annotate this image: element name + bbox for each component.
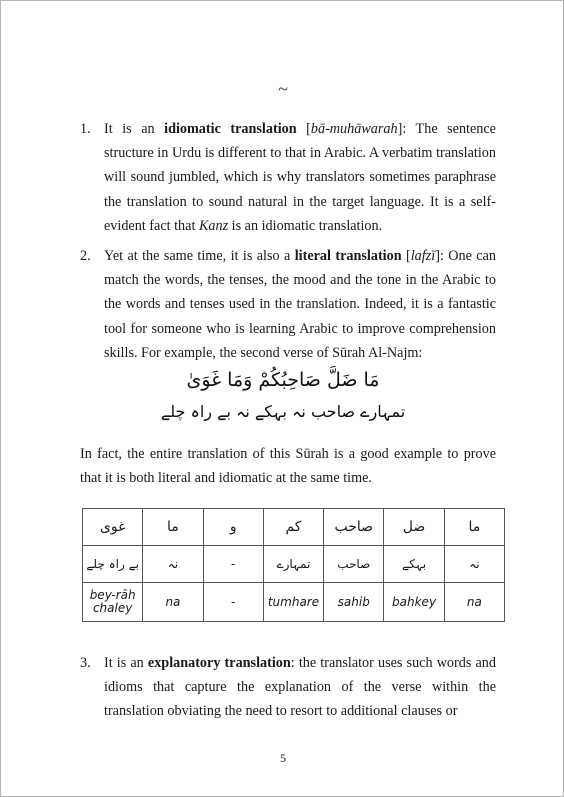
text-segment: ]: The sentence structure in Urdu is different to that in Arabic. A verbatim translation will sound jumbled, which is why translators sometimes paraphrase the translation to sound natural in the target language. It is a self-evident fact that	[104, 121, 496, 234]
list-item-text	[104, 244, 496, 365]
text-segment: ]: One can match the words, the tenses, the mood and the tone in the Arabic to the words and tenses used in the translation. Indeed, it is a fantastic tool for someone who is learning Arabic to improve comprehension skills. For example, the second verse of Sūrah Al-Najm:	[104, 248, 496, 361]
paragraph-text: In fact, the entire translation of this Sūrah is a good example to prove that it is both literal and idiomatic at the same time.	[80, 446, 496, 487]
list-number: 2.	[80, 248, 91, 264]
table-cell: كم	[263, 509, 323, 546]
table-row-arabic	[83, 509, 505, 546]
page-number: 5	[280, 751, 286, 765]
term-transliteration: lafzī	[410, 248, 436, 264]
table-row-urdu	[83, 546, 505, 583]
table-cell: -	[203, 583, 263, 622]
table-cell: صاحب	[324, 546, 384, 583]
table-cell: ضل	[384, 509, 444, 546]
table-cell: sahib	[324, 583, 384, 622]
urdu-verse-translation: تمہارے صاحب نہ بہکے نہ بے راہ چلے	[160, 402, 406, 421]
table-cell: نہ	[143, 546, 203, 583]
list-item-1	[80, 117, 496, 238]
table-cell: ما	[143, 509, 203, 546]
word-comparison-table	[82, 508, 505, 622]
text-segment: : the translator uses such words and idioms that capture the explanation of the verse within the translation obviating the need to resort to additional clauses or	[104, 655, 496, 720]
term-literal-translation: literal translation	[294, 248, 402, 264]
table-cell: -	[203, 546, 263, 583]
table-row-transliteration	[83, 583, 505, 622]
list-number: 3.	[80, 655, 91, 671]
list-item-2	[80, 244, 496, 365]
list-item-3	[80, 651, 496, 724]
body-paragraph	[80, 442, 496, 490]
term-idiomatic-translation: idiomatic translation	[164, 121, 297, 137]
table-cell: ما	[444, 509, 504, 546]
text-segment: It is an	[104, 121, 165, 137]
table-cell: na	[444, 583, 504, 622]
list-item-text	[104, 117, 496, 238]
table-cell: تمہارے	[263, 546, 323, 583]
list-number: 1.	[80, 121, 91, 137]
table-cell: na	[143, 583, 203, 622]
table-cell: غوى	[83, 509, 143, 546]
text-segment: Yet at the same time, it is also a	[104, 248, 295, 264]
text-segment: [	[296, 121, 311, 137]
term-kanz: Kanz	[198, 217, 229, 234]
term-transliteration: bā-muhāwarah	[310, 121, 398, 137]
table-cell: بہکے	[384, 546, 444, 583]
table-cell: نہ	[444, 546, 504, 583]
list-item-text	[104, 651, 496, 724]
table-cell: bey-rāh chaley	[83, 583, 143, 622]
arabic-verse: مَا ضَلَّ صَاحِبُكُمْ وَمَا غَوَىٰ	[186, 369, 380, 391]
text-segment: [	[401, 248, 411, 264]
table-cell: بے راہ چلے	[83, 546, 143, 583]
table-cell: صاحب	[324, 509, 384, 546]
text-segment: It is an	[104, 655, 148, 671]
table-cell: tumhare	[263, 583, 323, 622]
section-ornament: ~	[278, 79, 288, 99]
term-explanatory-translation: explanatory translation	[147, 655, 291, 671]
table-cell: bahkey	[384, 583, 444, 622]
table-cell: و	[203, 509, 263, 546]
text-segment: is an idiomatic translation.	[228, 217, 383, 234]
